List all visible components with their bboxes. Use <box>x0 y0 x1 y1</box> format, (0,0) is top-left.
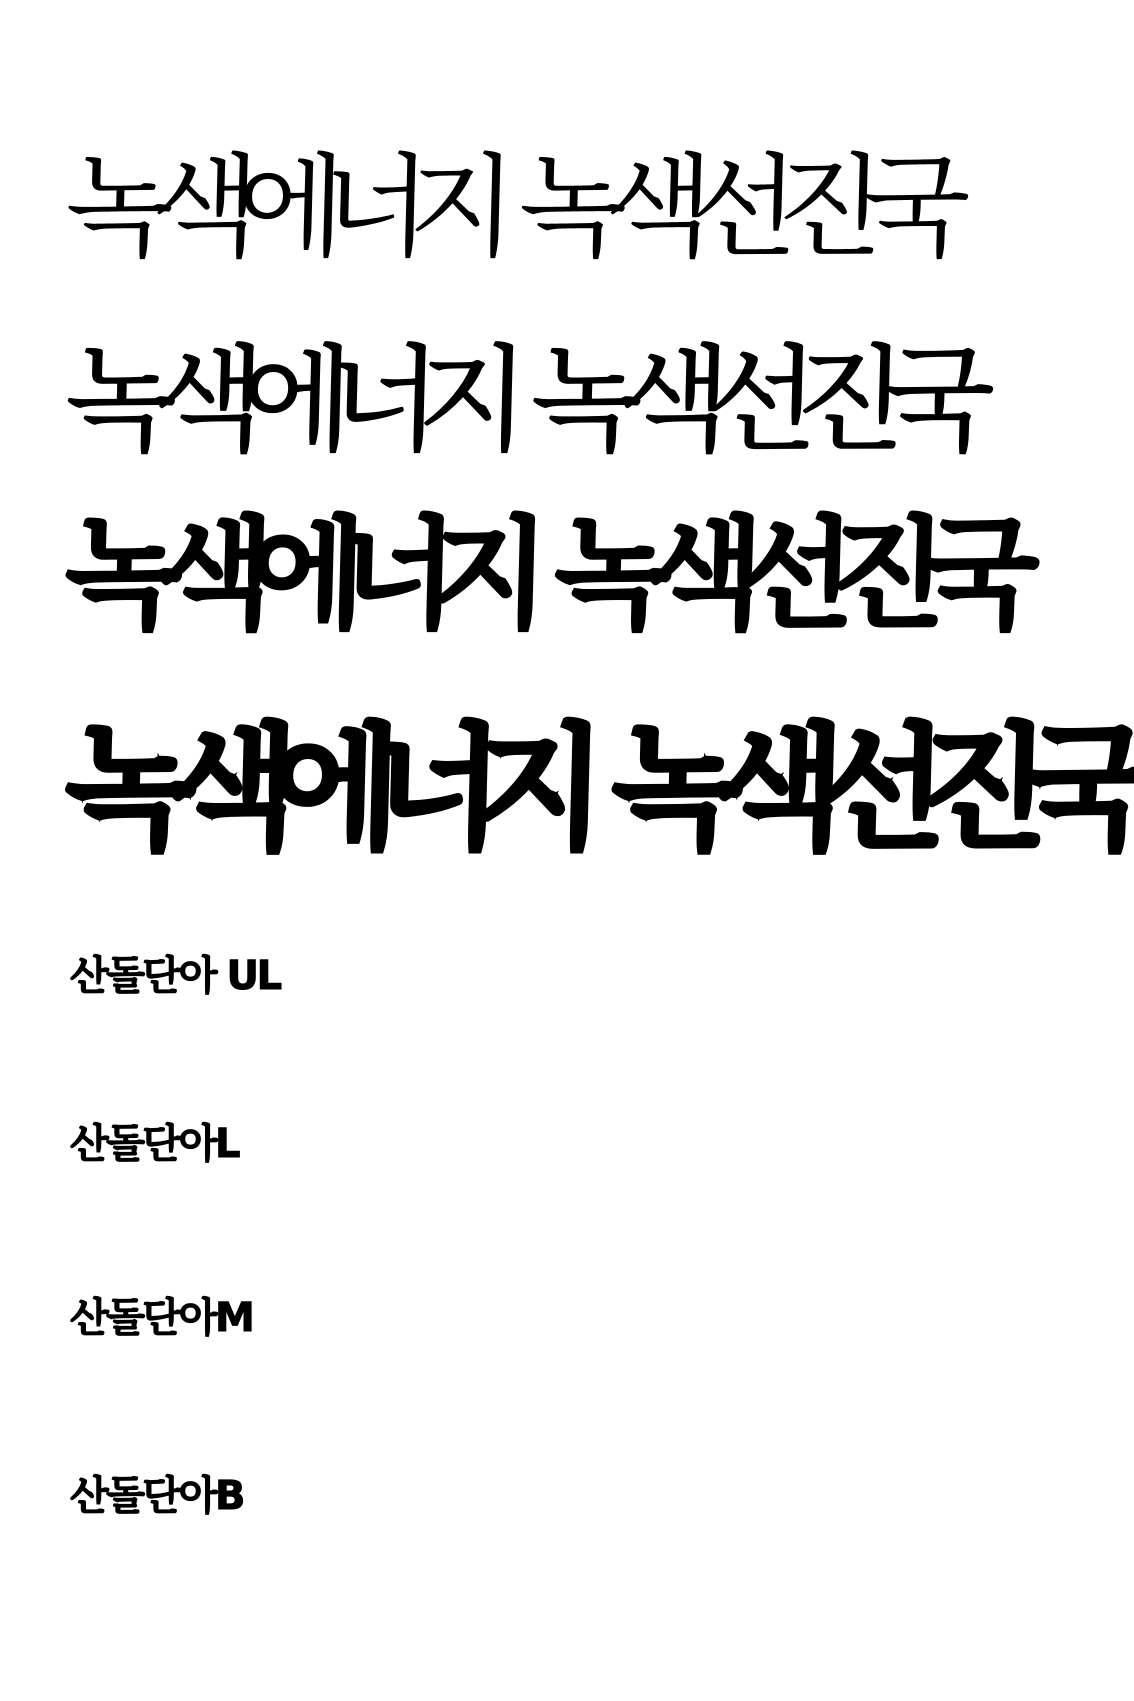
specimen-line-ultralight: 녹색에너지 녹색선진국 <box>63 143 950 273</box>
weight-label-light: 산돌단아L <box>70 1121 239 1167</box>
specimen-line-bold: 녹색에너지 녹색선진국 <box>63 711 1128 867</box>
specimen-line-medium: 녹색에너지 녹색선진국 <box>63 506 1017 645</box>
weight-label-medium: 산돌단아M <box>70 1295 253 1341</box>
weight-label-ultralight: 산돌단아 UL <box>70 953 280 999</box>
specimen-line-light: 녹색에너지 녹색선진국 <box>63 334 974 468</box>
weight-label-bold: 산돌단아B <box>70 1473 244 1519</box>
